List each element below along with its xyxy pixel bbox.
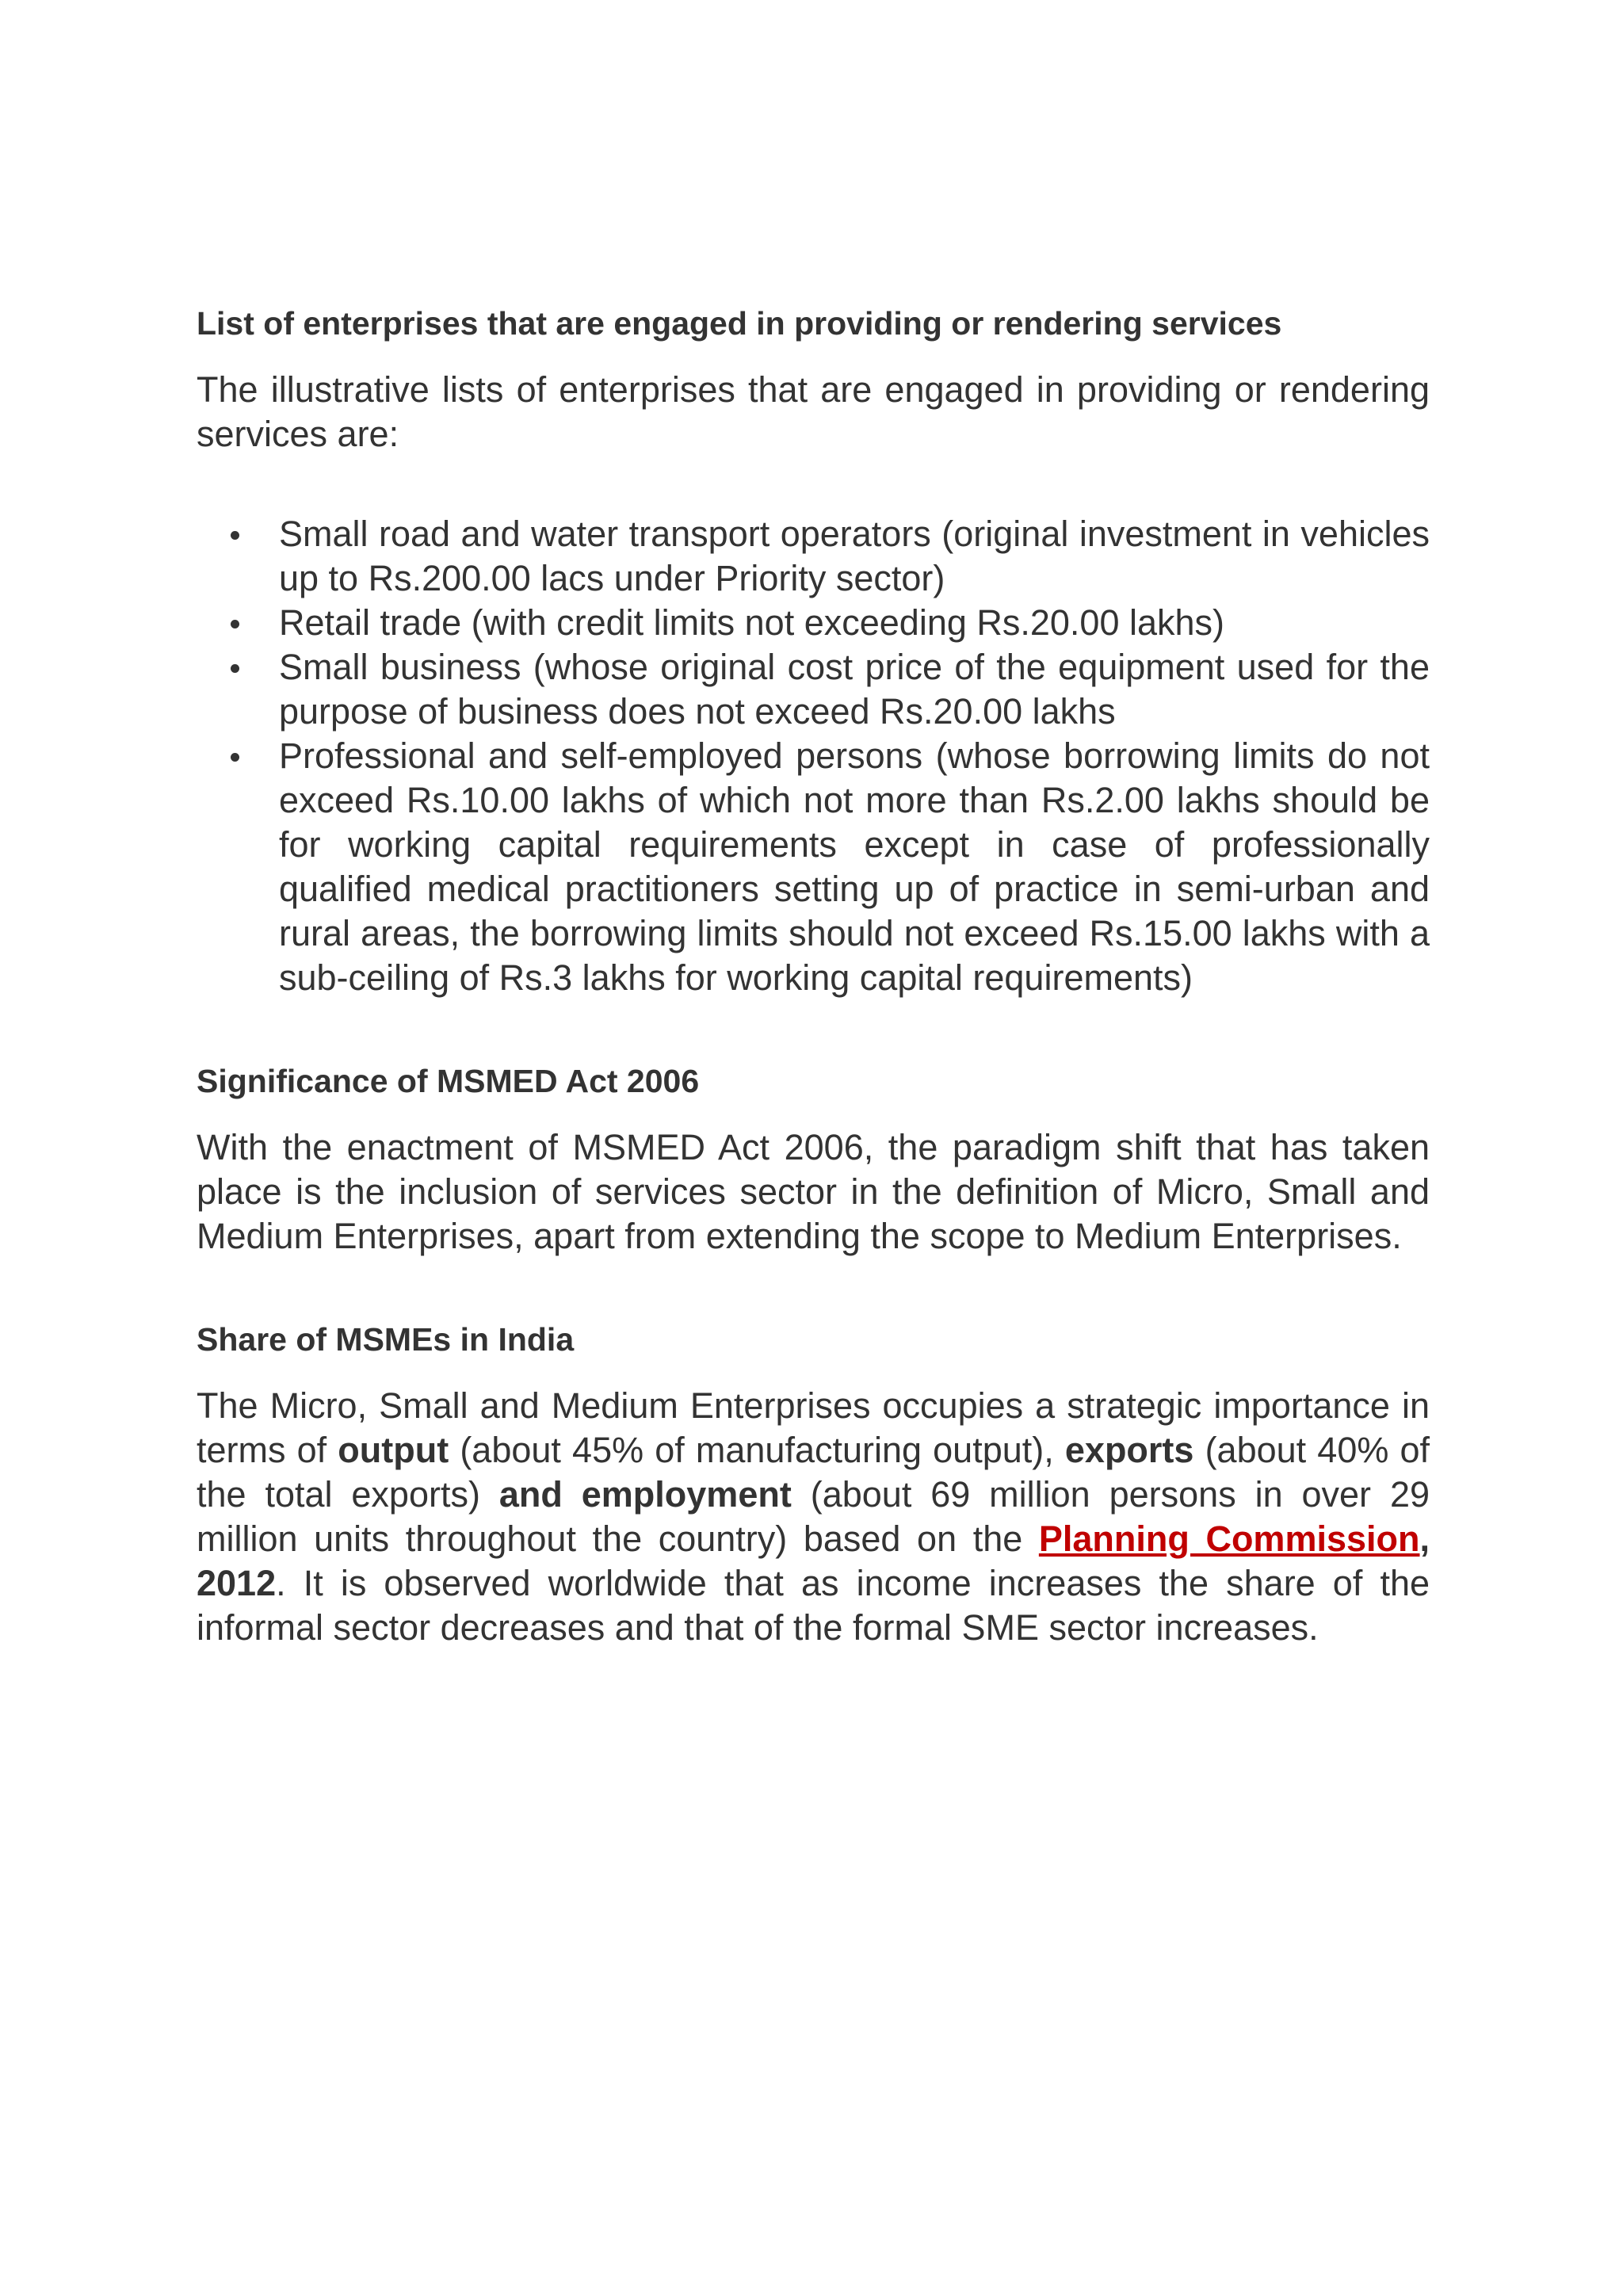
section-heading-msme-share: Share of MSMEs in India xyxy=(197,1321,575,1358)
services-bullet-list xyxy=(197,512,1430,1000)
bold-exports: exports xyxy=(1064,1430,1194,1470)
msme-share-paragraph xyxy=(197,1384,1430,1650)
bullet-icon xyxy=(231,531,239,540)
list-item-text: Professional and self-employed persons (whose borrowing limits do not exceed Rs.10.00 lakhs of which not more than Rs.2.00 lakhs should be for working capital requirements except in case of professionally qualified medical practitioners setting up of practice in semi-urban and rural areas, the borrowing limits should not exceed Rs.15.00 lakhs with a sub-ceiling of Rs.3 lakhs for working capital requirements) xyxy=(279,735,1430,998)
share-text-part: (about 69 million persons in over 29 million units throughout the country) based on the xyxy=(197,1474,1430,1559)
list-item-text: Small business (whose original cost price of the equipment used for the purpose of business does not exceed Rs.20.00 lakhs xyxy=(279,647,1430,732)
section-heading-services-list: List of enterprises that are engaged in providing or rendering services xyxy=(197,305,1282,342)
bold-year: , 2012 xyxy=(197,1519,1430,1603)
share-text-part: (about 40% of the total exports) xyxy=(197,1430,1430,1515)
list-item xyxy=(197,512,1430,601)
list-item-text: Small road and water transport operators (original investment in vehicles up to Rs.200.00 lacs under Priority sector) xyxy=(279,514,1430,598)
bullet-icon xyxy=(231,620,239,628)
document-page xyxy=(197,301,1430,1650)
share-text-part: The Micro, Small and Medium Enterprises occupies a strategic importance in terms of xyxy=(197,1385,1430,1470)
share-text-part: . It is observed worldwide that as income increases the share of the informal sector decreases and that of the formal SME sector increases. xyxy=(197,1563,1430,1648)
list-item xyxy=(197,734,1430,1000)
bold-output: output xyxy=(338,1430,449,1470)
services-intro-paragraph: The illustrative lists of enterprises that are engaged in providing or rendering services are: xyxy=(197,369,1430,454)
list-item xyxy=(197,645,1430,734)
section-heading-msmed-act: Significance of MSMED Act 2006 xyxy=(197,1063,700,1099)
bullet-icon xyxy=(231,753,239,762)
list-item xyxy=(197,601,1430,645)
share-text-part: (about 45% of manufacturing output), xyxy=(449,1430,1065,1470)
msmed-act-paragraph: With the enactment of MSMED Act 2006, the paradigm shift that has taken place is the inclusion of services sector in the definition of Micro, Small and Medium Enterprises, apart from extending the scope to Medium Enterprises. xyxy=(197,1127,1430,1256)
list-item-text: Retail trade (with credit limits not exceeding Rs.20.00 lakhs) xyxy=(279,602,1225,643)
planning-commission-link[interactable]: Planning Commission xyxy=(1038,1519,1420,1559)
bold-employment: and employment xyxy=(498,1474,792,1515)
bullet-icon xyxy=(231,664,239,673)
